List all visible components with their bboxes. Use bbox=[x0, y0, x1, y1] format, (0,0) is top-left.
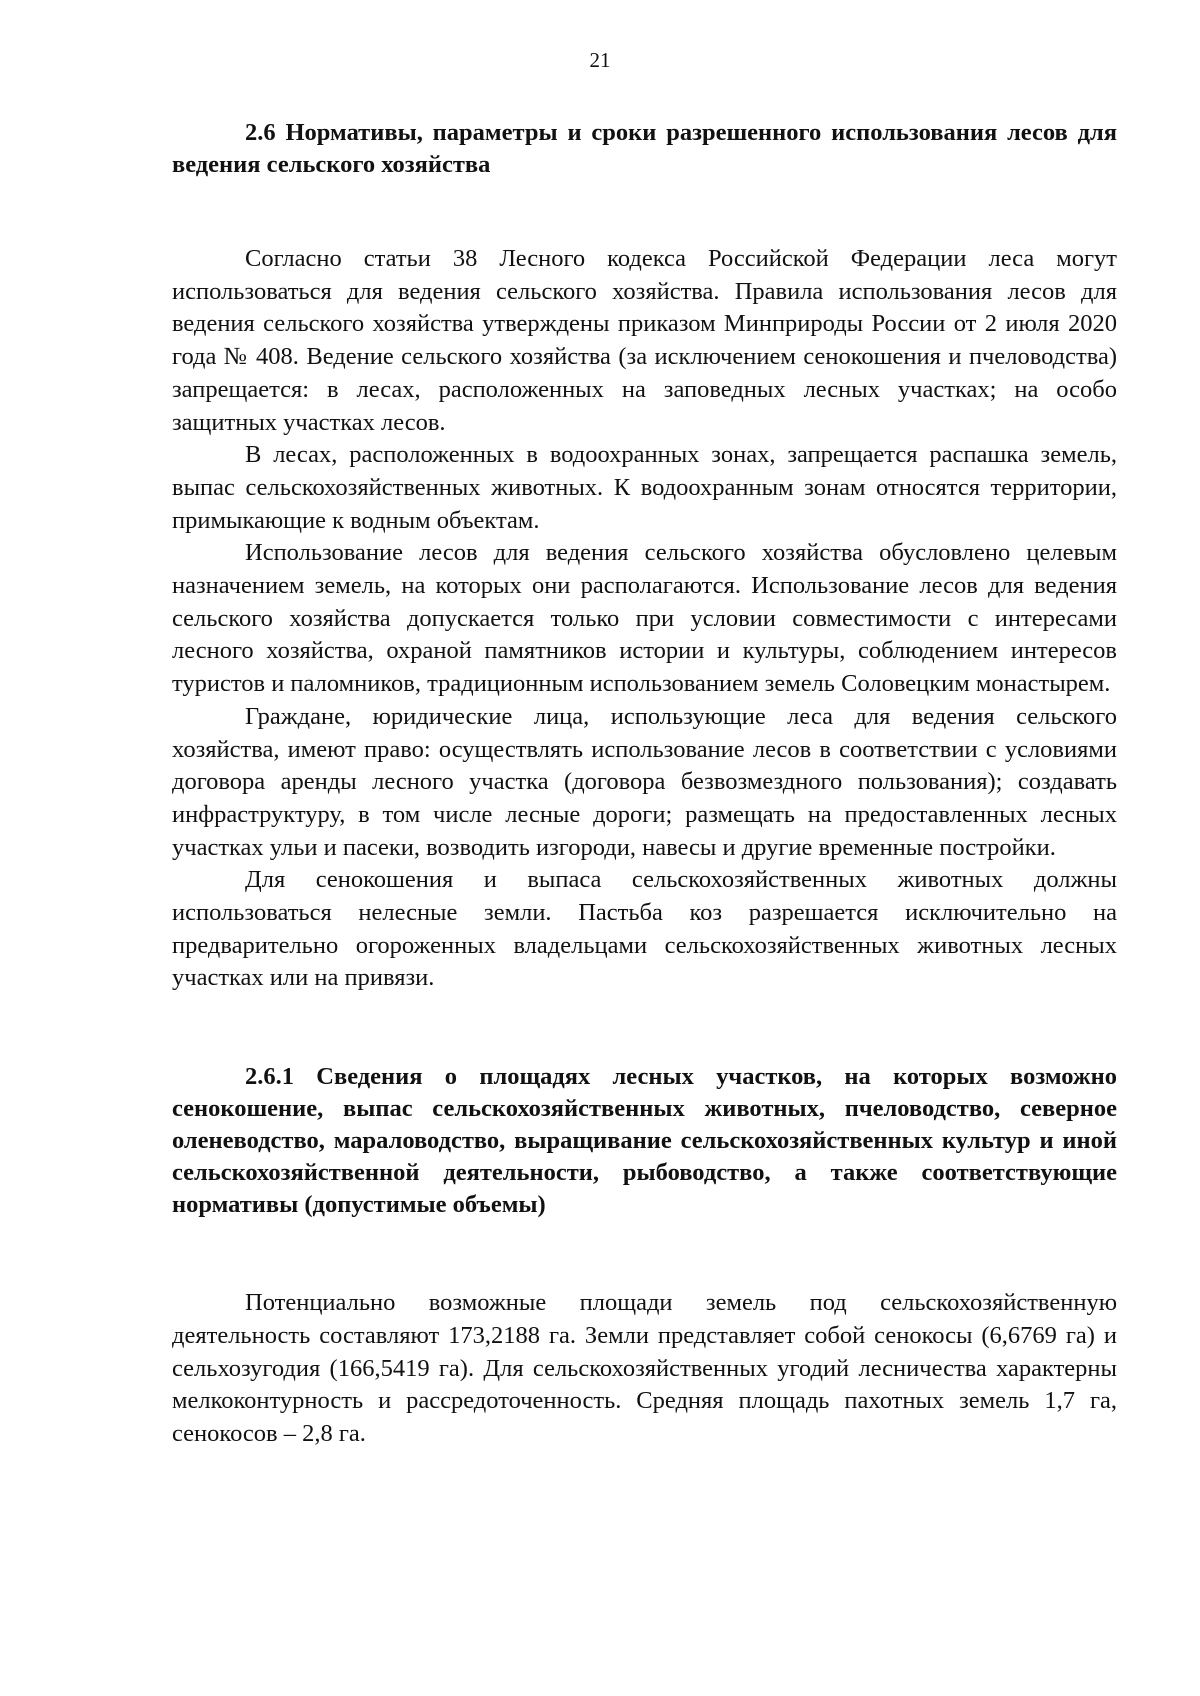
section-2-6-paragraph-1: Согласно статьи 38 Лесного кодекса Российской Федерации леса могут использоваться для ведения сельского хозяйства. Правила использования лесов для ведения сельского хозяйства утверждены приказом Минприроды России от 2 июля 2020 года № 408. Ведение сельского хозяйства (за исключением сенокошения и пчеловодства) запрещается: в лесах, расположенных на заповедных лесных участках; на особо защитных участках лесов. bbox=[172, 245, 1117, 436]
section-2-6-paragraph-2: В лесах, расположенных в водоохранных зонах, запрещается распашка земель, выпас сельскохозяйственных животных. К водоохранным зонам относятся территории, примыкающие к водным объектам. bbox=[172, 441, 1117, 534]
section-2-6-paragraph-3: Использование лесов для ведения сельского хозяйства обусловлено целевым назначением земель, на которых они располагаются. Использование лесов для ведения сельского хозяйства допускается только при условии совместимости с интересами лесного хозяйства, охраной памятников истории и культуры, соблюдением интересов туристов и паломников, традиционным использованием земель Соловецким монастырем. bbox=[172, 539, 1117, 698]
section-2-6-1-paragraph-1: Потенциально возможные площади земель под сельскохозяйственную деятельность составляют 173,2188 га. Земли представляет собой сенокосы (6,6769 га) и сельхозугодия (166,5419 га). Для сельскохозяйственных угодий лесничества характерны мелкоконтурность и рассредоточенность. Средняя площадь пахотных земель 1,7 га, сенокосов – 2,8 га. bbox=[172, 1289, 1117, 1447]
section-2-6-paragraph-5: Для сенокошения и выпаса сельскохозяйственных животных должны использоваться нелесные земли. Пастьба коз разрешается исключительно на предварительно огороженных владельцами сельскохозяйственных животных лесных участках или на привязи. bbox=[172, 866, 1117, 992]
section-2-6-paragraph-4: Граждане, юридические лица, использующие леса для ведения сельского хозяйства, имеют право: осуществлять использование лесов в соответствии с условиями договора аренды лесного участка (договора безвозмездного пользования); создавать инфраструктуру, в том числе лесные дороги; размещать на предоставленных лесных участках ульи и пасеки, возводить изгороди, навесы и другие временные постройки. bbox=[172, 702, 1117, 861]
page-content bbox=[172, 117, 1117, 1451]
page-number: 21 bbox=[589, 48, 611, 72]
section-2-6-heading: 2.6 Нормативы, параметры и сроки разрешенного использования лесов для ведения сельского хозяйства bbox=[172, 119, 1117, 178]
section-2-6-1-heading: 2.6.1 Сведения о площадях лесных участков, на которых возможно сенокошение, выпас сельскохозяйственных животных, пчеловодство, северное оленеводство, мараловодство, выращивание сельскохозяйственных культур и иной сельскохозяйственной деятельности, рыбоводство, а также соответствующие нормативы (допустимые объемы) bbox=[172, 1063, 1117, 1219]
